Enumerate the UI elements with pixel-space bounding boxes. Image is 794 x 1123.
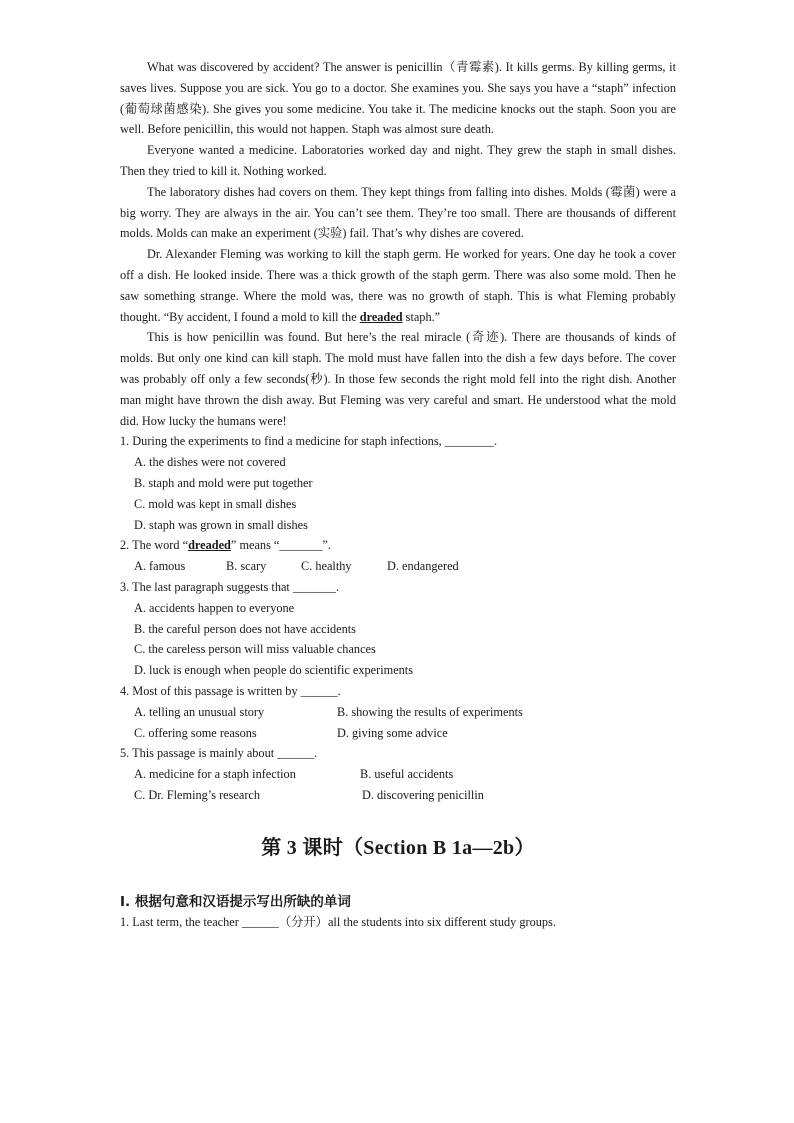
option-b[interactable]: B. staph and mold were put together [134, 475, 313, 490]
passage-paragraph-5: This is how penicillin was found. But here’s the real miracle (奇迹). There are thousands of kinds of molds. But only one kind can kill staph. The mold must have fallen into the dish a few days before. The cover was probably off only a few seconds(秒). In those few seconds the right mold fell into the right dish. Another man might have thrown the dish away. But Fleming was very careful and smart. He understood what the mold did. How lucky the humans were! [120, 330, 676, 428]
option-c[interactable]: C. the careless person will miss valuable chances [134, 642, 376, 657]
option-c[interactable]: C. Dr. Fleming’s research [134, 787, 261, 802]
options-row [120, 556, 676, 577]
option-b[interactable]: B. useful accidents [360, 767, 454, 782]
option-d[interactable]: D. staph was grown in small dishes [134, 517, 308, 532]
paragraph-text: staph.” [402, 309, 441, 324]
passage-paragraph-2: Everyone wanted a medicine. Laboratories worked day and night. They grew the staph in small dishes. Then they tried to kill it. Nothing worked. [120, 143, 676, 178]
passage-paragraph-3: The laboratory dishes had covers on them. They kept things from falling into dishes. Molds (霉菌) were a big worry. They are always in the air. You can’t see them. They’re too small. There are thousands of different molds. Molds can make an experiment (实验) fail. That’s why dishes are covered. [120, 184, 676, 241]
question-stem [120, 535, 676, 556]
fill-in-question-1: 1. Last term, the teacher ______（分开）all the students into six different study groups. [120, 914, 556, 929]
paragraph-text: Dr. Alexander Fleming was working to kill the staph germ. He worked for years. One day he took a cover off a dish. He looked inside. There was a thick growth of the staph germ. There was also some mold. Then he saw something strange. Where the mold was, there was no growth of staph. This is what Fleming probably thought. “By accident, I found a mold to kill the [120, 247, 676, 324]
question-stem: 4. Most of this passage is written by ______. [120, 683, 341, 698]
question-1 [120, 431, 676, 535]
option-b[interactable]: B. showing the results of experiments [337, 704, 523, 719]
document-page [120, 57, 676, 932]
option-c[interactable]: C. mold was kept in small dishes [134, 496, 297, 511]
option-b[interactable]: B. scary [226, 559, 267, 574]
option-d[interactable]: D. endangered [387, 559, 459, 574]
question-stem: 3. The last paragraph suggests that _______. [120, 579, 340, 594]
passage-paragraph-1: What was discovered by accident? The answer is penicillin（青霉素). It kills germs. By killing germs, it saves lives. Suppose you are sick. You go to a doctor. She examines you. She says you have a “staph” infection (葡萄球菌感染). She gives you some medicine. You take it. The medicine knocks out the staph. Soon you are well. Before penicillin, this would not happen. Staph was almost sure death. [120, 60, 676, 137]
dreaded-keyword: dreaded [188, 538, 231, 553]
options-row [120, 764, 676, 785]
stem-text: 2. The word “ [120, 538, 189, 553]
options-row [120, 785, 676, 806]
option-a[interactable]: A. the dishes were not covered [134, 455, 286, 470]
option-a[interactable]: A. medicine for a staph infection [134, 767, 296, 782]
option-a[interactable]: A. accidents happen to everyone [134, 600, 295, 615]
options-row [120, 702, 676, 723]
option-a[interactable]: A. telling an unusual story [134, 704, 265, 719]
option-b[interactable]: B. the careful person does not have accidents [134, 621, 356, 636]
options-row [120, 723, 676, 744]
option-d[interactable]: D. giving some advice [337, 725, 448, 740]
question-3 [120, 577, 676, 681]
question-4 [120, 681, 676, 743]
option-c[interactable]: C. healthy [301, 559, 352, 574]
option-d[interactable]: D. luck is enough when people do scientific experiments [134, 663, 413, 678]
option-c[interactable]: C. offering some reasons [134, 725, 257, 740]
part-1-heading: Ⅰ. 根据句意和汉语提示写出所缺的单词 [120, 893, 351, 910]
stem-text: ” means “_______”. [230, 538, 331, 553]
question-5 [120, 743, 676, 805]
question-stem: 5. This passage is mainly about ______. [120, 746, 318, 761]
question-stem: 1. During the experiments to find a medicine for staph infections, ________. [120, 434, 498, 449]
dreaded-keyword: dreaded [359, 309, 403, 324]
question-2 [120, 535, 676, 577]
section-title: 第 3 课时（Section B 1a—2b） [261, 836, 535, 859]
reading-passage [120, 57, 676, 431]
option-a[interactable]: A. famous [134, 559, 186, 574]
option-d[interactable]: D. discovering penicillin [362, 787, 484, 802]
passage-paragraph-4 [120, 244, 676, 327]
